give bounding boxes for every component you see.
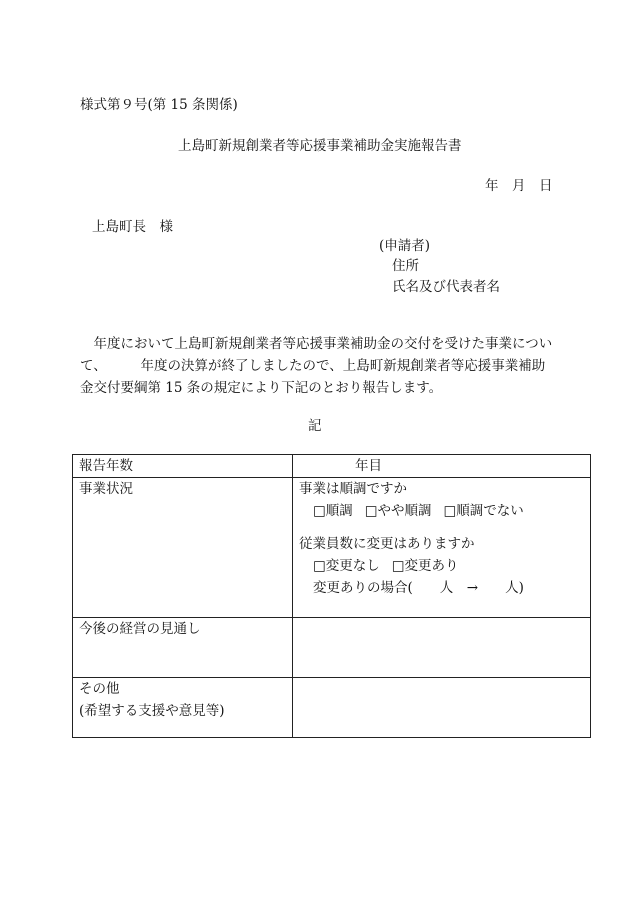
report-years-field[interactable] [293, 455, 591, 478]
ki-heading: 記 [308, 418, 322, 434]
table-row [73, 678, 591, 738]
table-row [73, 455, 591, 478]
addressee: 上島町長 様 [92, 219, 173, 235]
status-options [299, 500, 584, 522]
checkbox-not-smooth[interactable]: □順調でない [443, 503, 524, 519]
other-label: その他 [79, 681, 120, 697]
form-number: 様式第９号(第 15 条関係) [80, 97, 238, 113]
checkbox-smooth[interactable]: □順調 [313, 503, 353, 519]
report-years-value: 年目 [355, 458, 382, 474]
body-text-line-1: 年度において上島町新規創業者等応援事業補助金の交付を受けた事業につい [80, 336, 553, 352]
business-status-label: 事業状況 [73, 478, 293, 618]
status-question: 事業は順調ですか [299, 481, 407, 497]
other-label-cell [73, 678, 293, 738]
date-field[interactable]: 年 月 日 [485, 178, 553, 194]
outlook-label: 今後の経営の見通し [73, 618, 293, 678]
employee-question: 従業員数に変更はありますか [299, 536, 475, 552]
employee-options [299, 555, 584, 577]
address-field[interactable]: 住所 [392, 258, 419, 274]
business-status-cell [293, 478, 591, 618]
body-text-line-3: 金交付要綱第 15 条の規定により下記のとおり報告します。 [80, 380, 443, 396]
checkbox-changed[interactable]: □変更あり [391, 558, 459, 574]
outlook-field[interactable] [293, 618, 591, 678]
table-row [73, 478, 591, 618]
applicant-label: (申請者) [379, 238, 431, 254]
checkbox-no-change[interactable]: □変更なし [313, 558, 380, 574]
employee-change-field[interactable]: 変更ありの場合( 人 → 人) [313, 580, 524, 596]
body-text-line-2: て、 年度の決算が終了しましたので、上島町新規創業者等応援事業補助 [80, 358, 546, 374]
other-field[interactable] [293, 678, 591, 738]
table-row [73, 618, 591, 678]
report-years-label: 報告年数 [73, 455, 293, 478]
report-table [72, 454, 591, 738]
other-sublabel: (希望する支援や意見等) [79, 703, 225, 719]
checkbox-somewhat-smooth[interactable]: □やや順調 [364, 503, 432, 519]
document-title: 上島町新規創業者等応援事業補助金実施報告書 [178, 138, 462, 154]
name-representative-field[interactable]: 氏名及び代表者名 [392, 279, 500, 295]
